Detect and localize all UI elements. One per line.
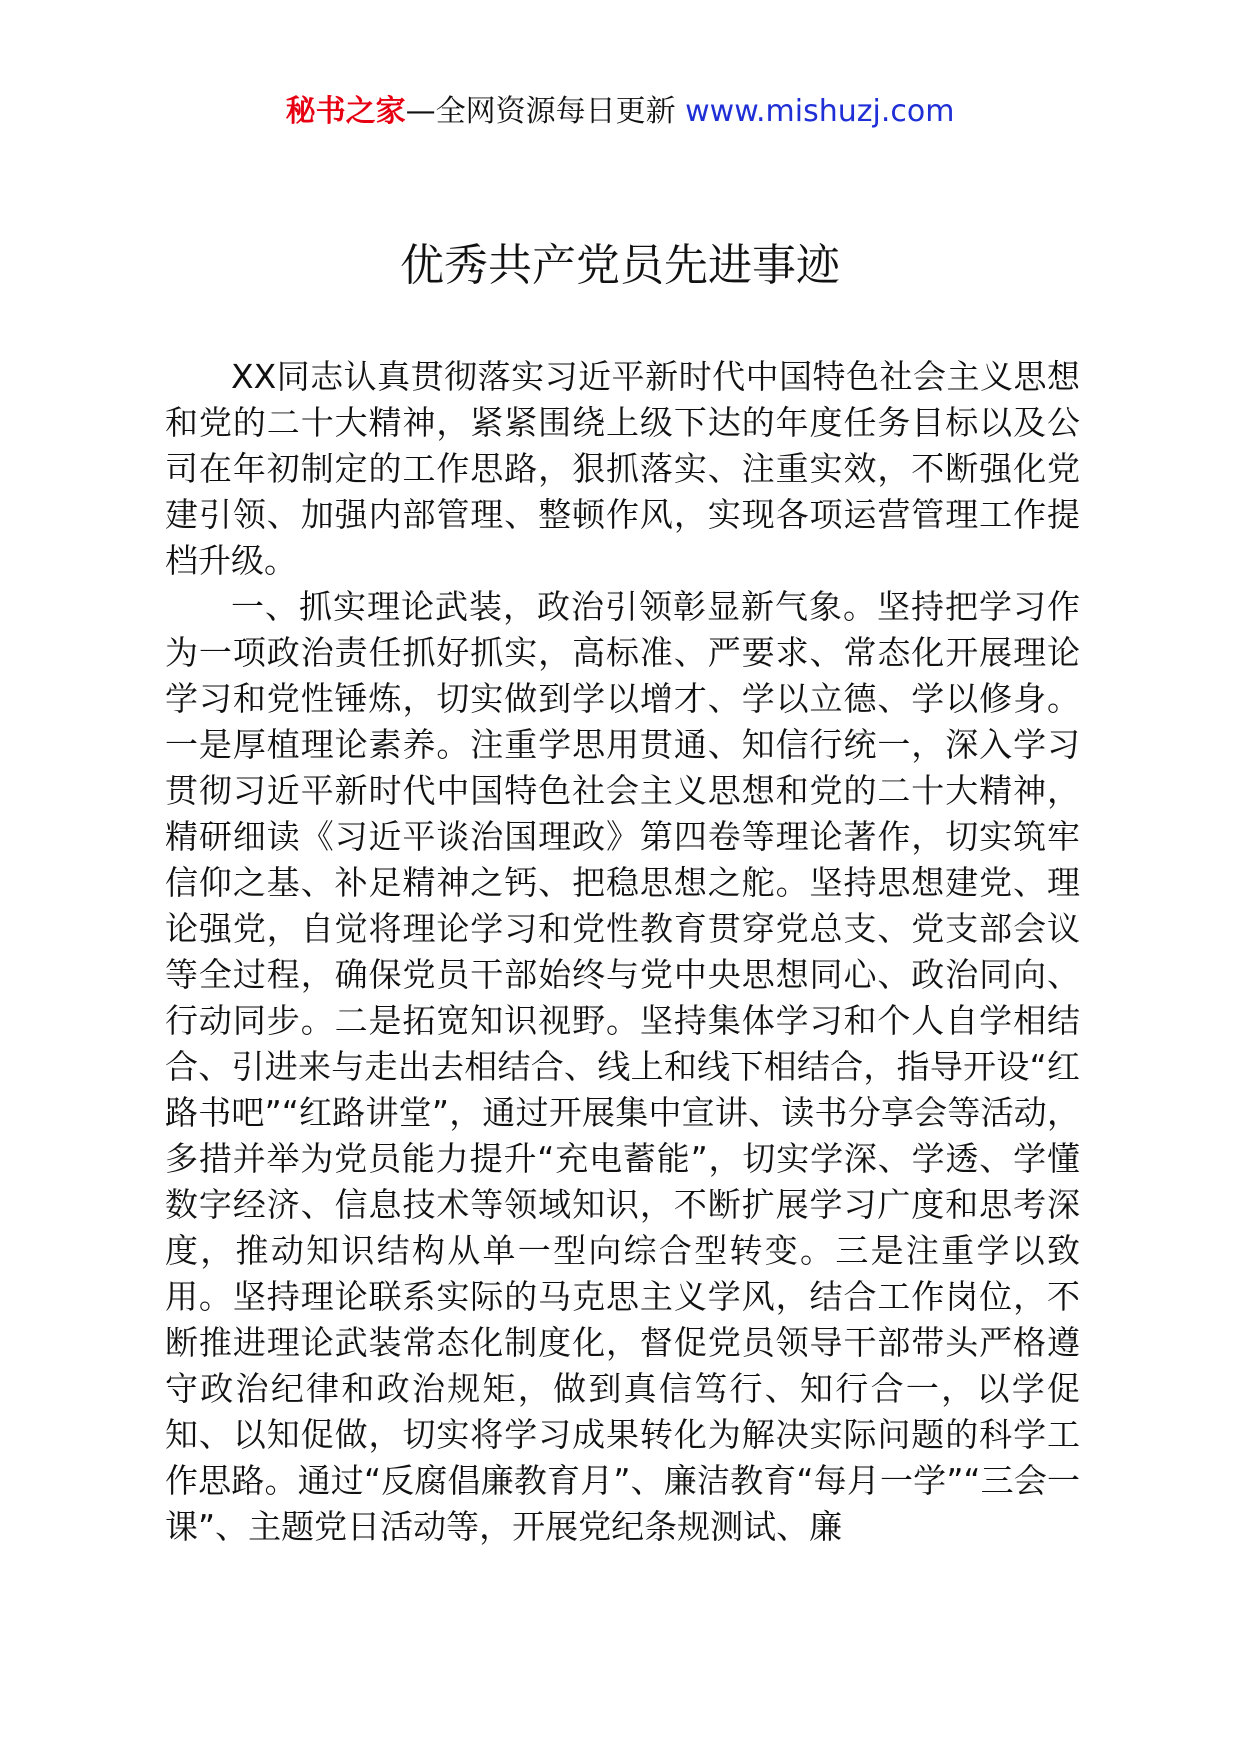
- site-header: [0, 92, 1240, 132]
- site-tagline: —全网资源每日更新: [405, 94, 686, 129]
- paragraph-intro: XX同志认真贯彻落实习近平新时代中国特色社会主义思想和党的二十大精神，紧紧围绕上级下达的年度任务目标以及公司在年初制定的工作思路，狠抓落实、注重实效，不断强化党建引领、加强内部管理、整顿作风，实现各项运营管理工作提档升级。: [165, 357, 1080, 580]
- document-body: [165, 354, 1080, 1550]
- paragraph-section-one: 一、抓实理论武装，政治引领彰显新气象。坚持把学习作为一项政治责任抓好抓实，高标准、严要求、常态化开展理论学习和党性锤炼，切实做到学以增才、学以立德、学以修身。一是厚植理论素养。注重学思用贯通、知信行统一，深入学习贯彻习近平新时代中国特色社会主义思想和党的二十大精神，精研细读《习近平谈治国理政》第四卷等理论著作，切实筑牢信仰之基、补足精神之钙、把稳思想之舵。坚持思想建党、理论强党，自觉将理论学习和党性教育贯穿党总支、党支部会议等全过程，确保党员干部始终与党中央思想同心、政治同向、行动同步。二是拓宽知识视野。坚持集体学习和个人自学相结合、引进来与走出去相结合、线上和线下相结合，指导开设“红路书吧”“红路讲堂”，通过开展集中宣讲、读书分享会等活动，多措并举为党员能力提升“充电蓄能”，切实学深、学透、学懂数字经济、信息技术等领域知识，不断扩展学习广度和思考深度，推动知识结构从单一型向综合型转变。三是注重学以致用。坚持理论联系实际的马克思主义学风，结合工作岗位，不断推进理论武装常态化制度化，督促党员领导干部带头严格遵守政治纪律和政治规矩，做到真信笃行、知行合一，以学促知、以知促做，切实将学习成果转化为解决实际问题的科学工作思路。通过“反腐倡廉教育月”、廉洁教育“每月一学”“三会一课”、主题党日活动等，开展党纪条规测试、廉: [165, 587, 1080, 1546]
- site-brand: 秘书之家: [285, 94, 406, 129]
- site-url-link[interactable]: www.mishuzj.com: [685, 94, 955, 129]
- document-title: 优秀共产党员先进事迹: [400, 240, 840, 291]
